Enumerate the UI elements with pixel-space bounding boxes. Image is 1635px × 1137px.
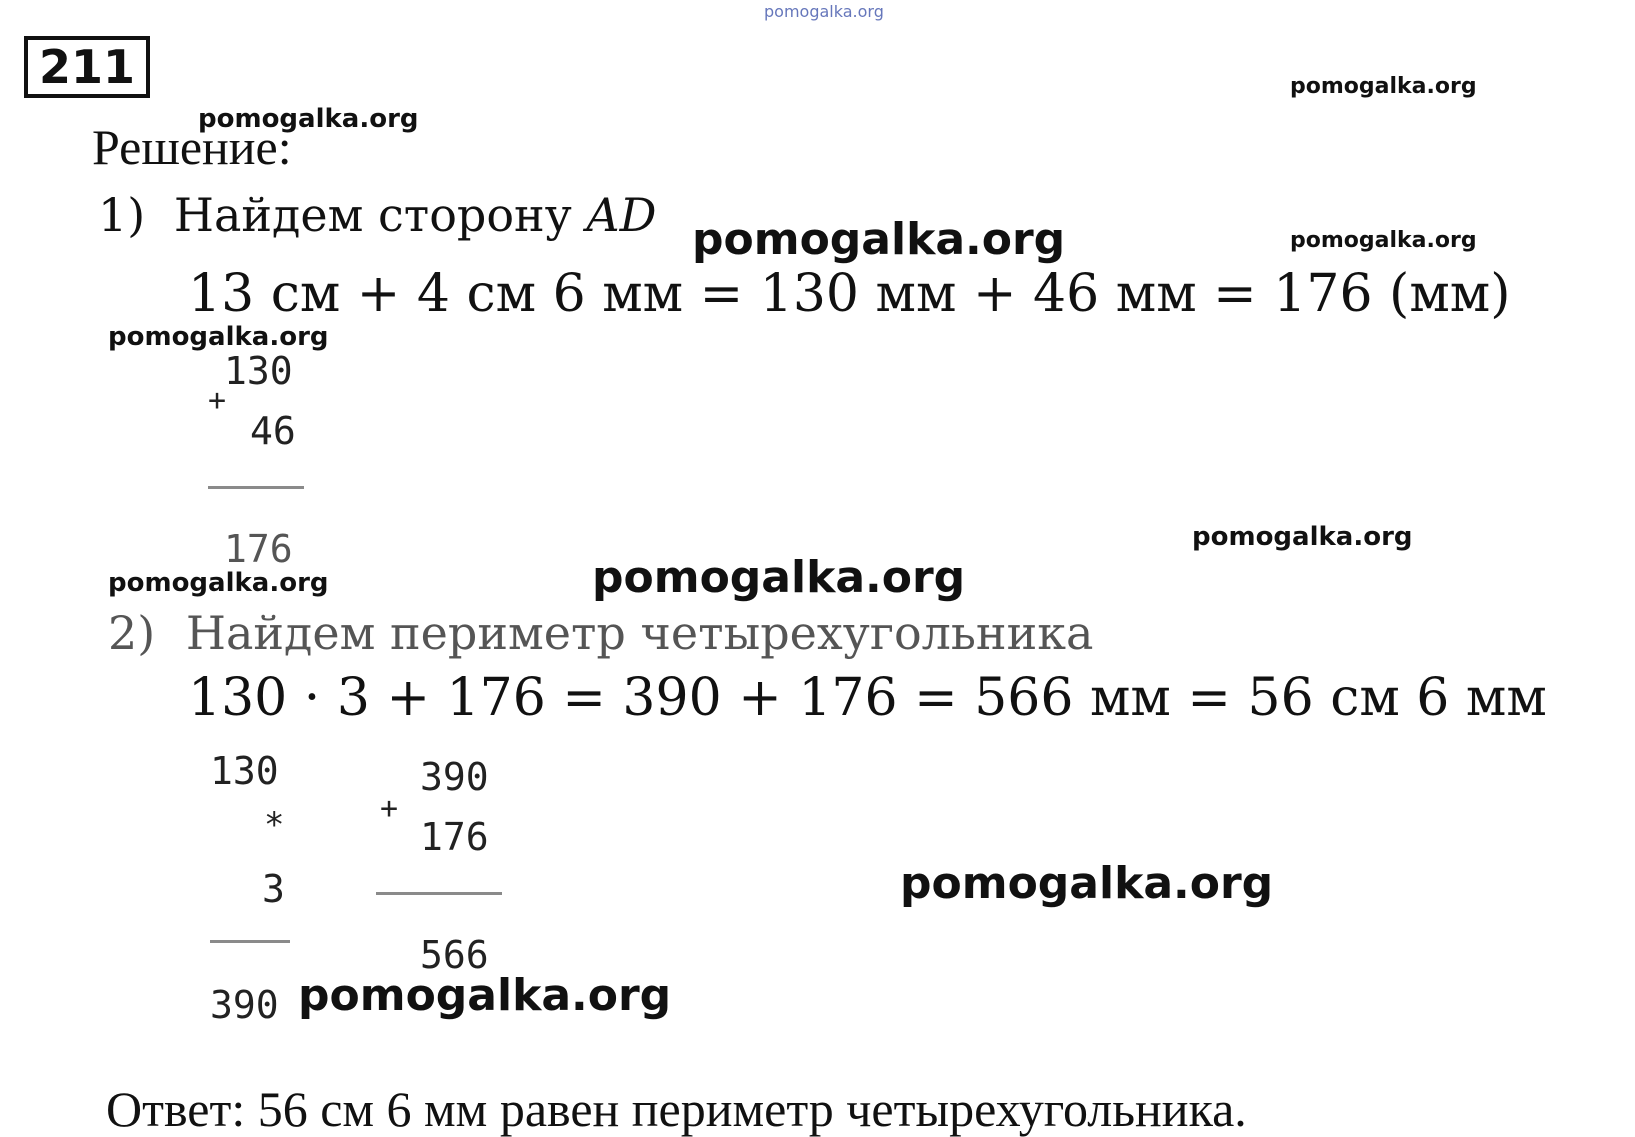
column1-plus: + <box>208 383 227 418</box>
watermark: pomogalka.org <box>108 568 329 598</box>
watermark: pomogalka.org <box>298 970 672 1021</box>
column1-line <box>208 486 304 489</box>
problem-number-badge: 211 <box>24 36 150 98</box>
watermark: pomogalka.org <box>692 214 1066 265</box>
step1-variable: AD <box>586 188 657 242</box>
step1-number: 1) <box>98 188 146 242</box>
answer-line: Ответ: 56 см 6 мм равен периметр четырехугольника. <box>106 1081 1247 1137</box>
column3-line <box>376 892 502 895</box>
step1-text: Найдем сторону <box>173 188 572 242</box>
watermark-top: pomogalka.org <box>764 2 884 21</box>
column1-result: 176 <box>224 527 293 571</box>
solution-heading: Решение: <box>92 119 292 175</box>
watermark: pomogalka.org <box>1290 74 1477 99</box>
column2-bottom: 3 <box>262 867 285 911</box>
watermark: pomogalka.org <box>108 322 329 352</box>
column2-line <box>210 940 290 943</box>
watermark: pomogalka.org <box>592 552 966 603</box>
column3-plus: + <box>380 791 399 826</box>
step2-text: Найдем периметр четырехугольника <box>185 606 1094 660</box>
column2-op: * <box>264 805 285 845</box>
watermark: pomogalka.org <box>1290 228 1477 253</box>
watermark: pomogalka.org <box>1192 522 1413 552</box>
step2-number: 2) <box>108 606 156 660</box>
step1-title <box>98 188 657 242</box>
step1-equation: 13 см + 4 см 6 мм = 130 мм + 46 мм = 176 (мм) <box>188 264 1511 324</box>
watermark: pomogalka.org <box>198 104 419 134</box>
column1-bottom: 46 <box>250 409 296 453</box>
step2-equation: 130 · 3 + 176 = 390 + 176 = 566 мм = 56 см 6 мм <box>188 668 1547 728</box>
column3-bottom: 176 <box>420 815 489 859</box>
step2-title <box>108 606 1094 660</box>
column2-result: 390 <box>210 983 279 1027</box>
watermark: pomogalka.org <box>900 858 1274 909</box>
column3-result: 566 <box>420 933 489 977</box>
column3-top: 390 <box>420 755 489 799</box>
column2-top: 130 <box>210 749 279 793</box>
column1-top: 130 <box>224 349 293 393</box>
